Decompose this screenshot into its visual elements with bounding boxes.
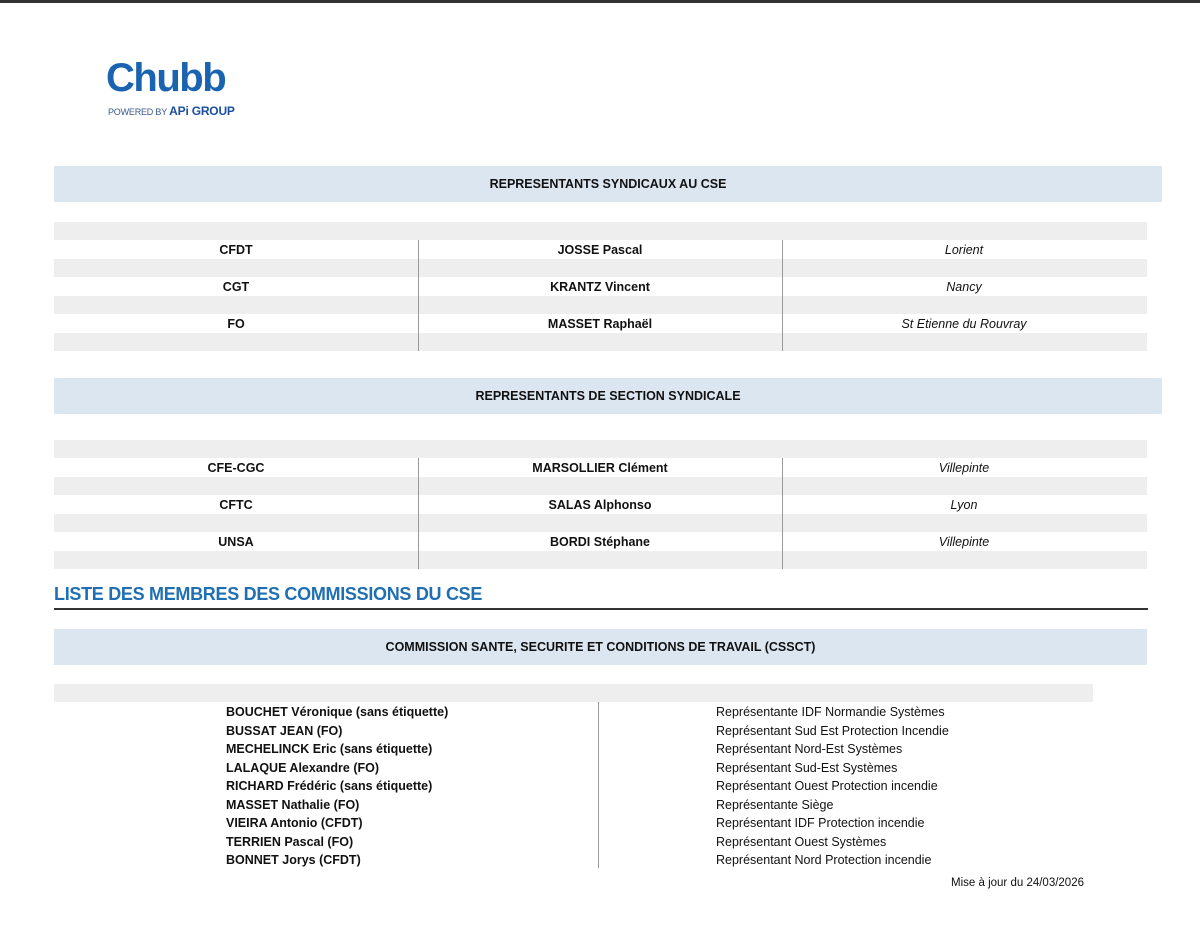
location-cell: St Etienne du Rouvray bbox=[901, 317, 1027, 331]
column-divider bbox=[782, 240, 783, 351]
name-cell: JOSSE Pascal bbox=[557, 243, 643, 257]
table-stripe bbox=[54, 333, 1147, 351]
member-name: LALAQUE Alexandre (FO) bbox=[226, 760, 380, 775]
member-role: Représentant Ouest Protection incendie bbox=[716, 779, 938, 793]
logo-tagline bbox=[108, 104, 235, 118]
member-name: BONNET Jorys (CFDT) bbox=[226, 853, 361, 867]
title-underline bbox=[54, 608, 1148, 610]
union-cell: CFTC bbox=[219, 498, 253, 512]
column-divider bbox=[598, 702, 599, 868]
section-header: REPRESENTANTS SYNDICAUX AU CSE bbox=[54, 166, 1162, 202]
section-header: REPRESENTANTS DE SECTION SYNDICALE bbox=[54, 378, 1162, 414]
member-name: BOUCHET Véronique (sans étiquette) bbox=[226, 705, 449, 719]
member-name: RICHARD Frédéric (sans étiquette) bbox=[226, 779, 433, 793]
column-divider bbox=[418, 240, 419, 351]
union-cell: UNSA bbox=[218, 535, 254, 549]
union-cell: CFE-CGC bbox=[207, 461, 265, 475]
name-cell: MASSET Raphaël bbox=[547, 317, 653, 331]
member-role: Représentant Nord-Est Systèmes bbox=[716, 742, 903, 756]
column-divider bbox=[418, 458, 419, 569]
member-role: Représentant Sud Est Protection Incendie bbox=[716, 723, 949, 738]
location-cell: Lorient bbox=[944, 243, 984, 257]
member-role: Représentant IDF Protection incendie bbox=[716, 816, 925, 830]
union-cell: FO bbox=[227, 317, 245, 331]
top-border bbox=[0, 0, 1200, 3]
member-name: BUSSAT JEAN (FO) bbox=[226, 723, 343, 738]
member-role: Représentante Siège bbox=[716, 797, 834, 812]
location-cell: Villepinte bbox=[938, 461, 990, 475]
table-stripe bbox=[54, 259, 1147, 277]
member-role: Représentant Ouest Systèmes bbox=[716, 834, 887, 849]
member-name: TERRIEN Pascal (FO) bbox=[226, 834, 354, 849]
logo-brand: Chubb bbox=[106, 56, 226, 100]
table-stripe bbox=[54, 514, 1147, 532]
location-cell: Lyon bbox=[950, 498, 978, 512]
logo-powered-by: POWERED BY bbox=[108, 107, 167, 117]
location-cell: Villepinte bbox=[938, 535, 990, 549]
location-cell: Nancy bbox=[946, 280, 982, 294]
name-cell: MARSOLLIER Clément bbox=[532, 461, 668, 475]
member-role: Représentant Nord Protection incendie bbox=[716, 853, 932, 867]
table-stripe bbox=[54, 440, 1147, 458]
member-name: VIEIRA Antonio (CFDT) bbox=[226, 816, 363, 830]
name-cell: BORDI Stéphane bbox=[549, 535, 650, 549]
commissions-title: LISTE DES MEMBRES DES COMMISSIONS DU CSE bbox=[54, 584, 483, 604]
logo-group: APi GROUP bbox=[169, 104, 235, 118]
member-role: Représentante IDF Normandie Systèmes bbox=[716, 705, 945, 719]
name-cell: KRANTZ Vincent bbox=[550, 280, 650, 294]
name-cell: SALAS Alphonso bbox=[548, 498, 652, 512]
member-role: Représentant Sud-Est Systèmes bbox=[716, 760, 898, 775]
table-stripe bbox=[54, 684, 1093, 702]
member-name: MASSET Nathalie (FO) bbox=[226, 797, 360, 812]
column-divider bbox=[782, 458, 783, 569]
update-date: Mise à jour du 24/03/2026 bbox=[951, 877, 1084, 889]
union-cell: CFDT bbox=[219, 243, 253, 257]
section-header: COMMISSION SANTE, SECURITE ET CONDITIONS DE TRAVAIL (CSSCT) bbox=[54, 629, 1147, 665]
table-stripe bbox=[54, 296, 1147, 314]
table-stripe bbox=[54, 477, 1147, 495]
member-name: MECHELINCK Eric (sans étiquette) bbox=[226, 742, 433, 756]
table-stripe bbox=[54, 222, 1147, 240]
union-cell: CGT bbox=[222, 280, 250, 294]
table-stripe bbox=[54, 551, 1147, 569]
